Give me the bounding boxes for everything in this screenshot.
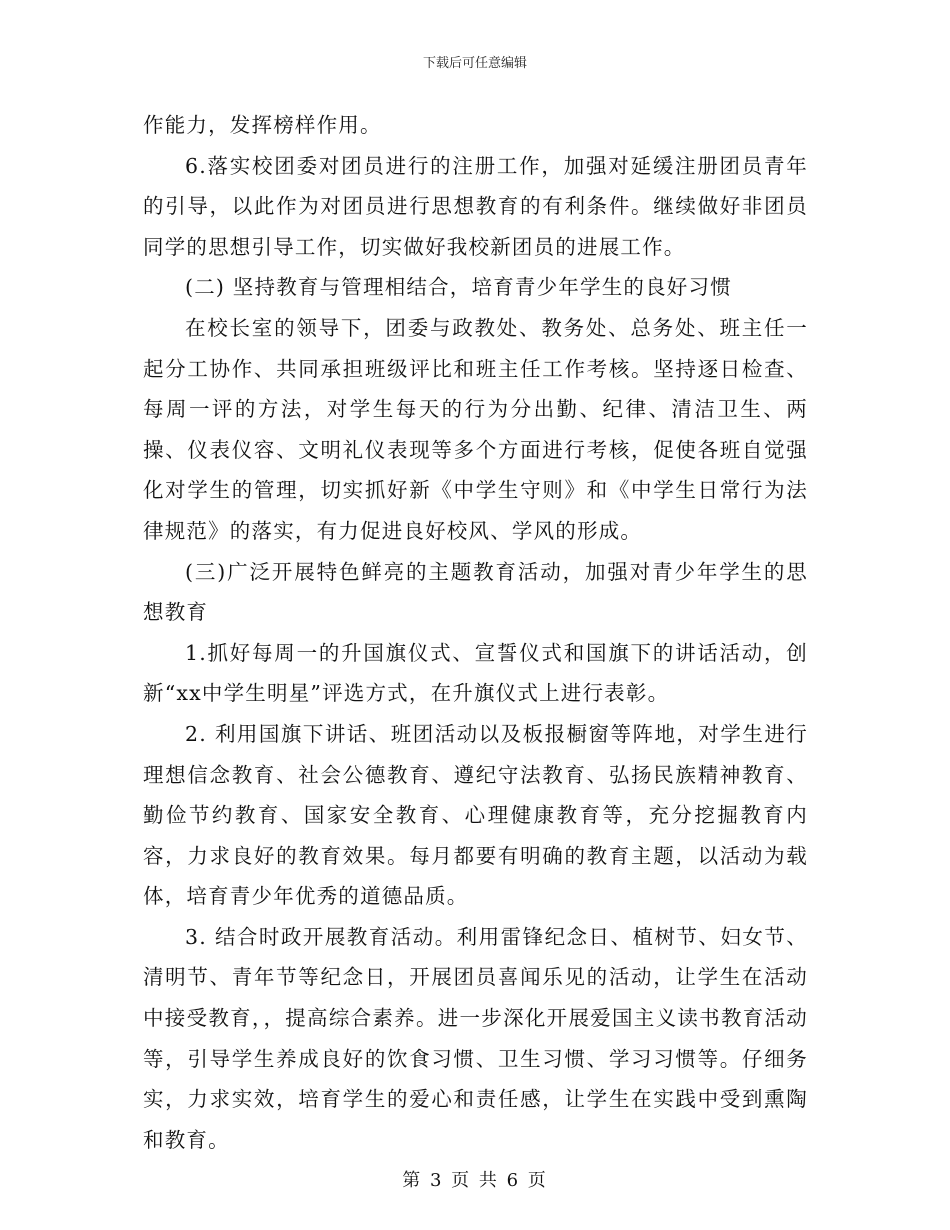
paragraph-3: 在校长室的领导下，团委与政教处、教务处、总务处、班主任一起分工协作、共同承担班级评比和班主任工作考核。坚持逐日检查、每周一评的方法，对学生每天的行为分出勤、纪律、清洁卫生、两操、仪表仪容、文明礼仪表现等多个方面进行考核，促使各班自觉强化对学生的管理，切实抓好新《中学生守则》和《中学生日常行为法律规范》的落实，有力促进良好校风、学风的形成。	[143, 315, 808, 543]
paragraph-4: 1.抓好每周一的升国旗仪式、宣誓仪式和国旗下的讲话活动，创新“xx中学生明星”评选方式，在升旗仪式上进行表彰。	[143, 640, 808, 706]
page-footer: 第 3 页 共 6 页	[402, 1170, 548, 1191]
paragraph-5: 2. 利用国旗下讲话、班团活动以及板报橱窗等阵地，对学生进行理想信念教育、社会公德教育、遵纪守法教育、弘扬民族精神教育、勤俭节约教育、国家安全教育、心理健康教育等，充分挖掘教育内容，力求良好的教育效果。每月都要有明确的教育主题，以活动为载体，培育青少年优秀的道德品质。	[143, 721, 808, 909]
paragraph-2: 6.落实校团委对团员进行的注册工作，加强对延缓注册团员青年的引导，以此作为对团员进行思想教育的有利条件。继续做好非团员同学的思想引导工作，切实做好我校新团员的进展工作。	[143, 153, 808, 259]
section-heading-2: (二) 坚持教育与管理相结合，培育青少年学生的良好习惯	[185, 275, 732, 300]
paragraph-1: 作能力，发挥榜样作用。	[143, 113, 382, 137]
page-header: 下载后可任意编辑	[422, 56, 527, 71]
document-body	[143, 105, 808, 1160]
section-heading-3: (三)广泛开展特色鲜亮的主题教育活动，加强对青少年学生的思想教育	[143, 559, 808, 625]
paragraph-6: 3. 结合时政开展教育活动。利用雷锋纪念日、植树节、妇女节、清明节、青年节等纪念日，开展团员喜闻乐见的活动，让学生在活动中接受教育，，提高综合素养。进一步深化开展爱国主义读书教育活动等，引导学生养成良好的饮食习惯、卫生习惯、学习习惯等。仔细务实，力求实效，培育学生的爱心和责任感，让学生在实践中受到熏陶和教育。	[143, 924, 808, 1152]
